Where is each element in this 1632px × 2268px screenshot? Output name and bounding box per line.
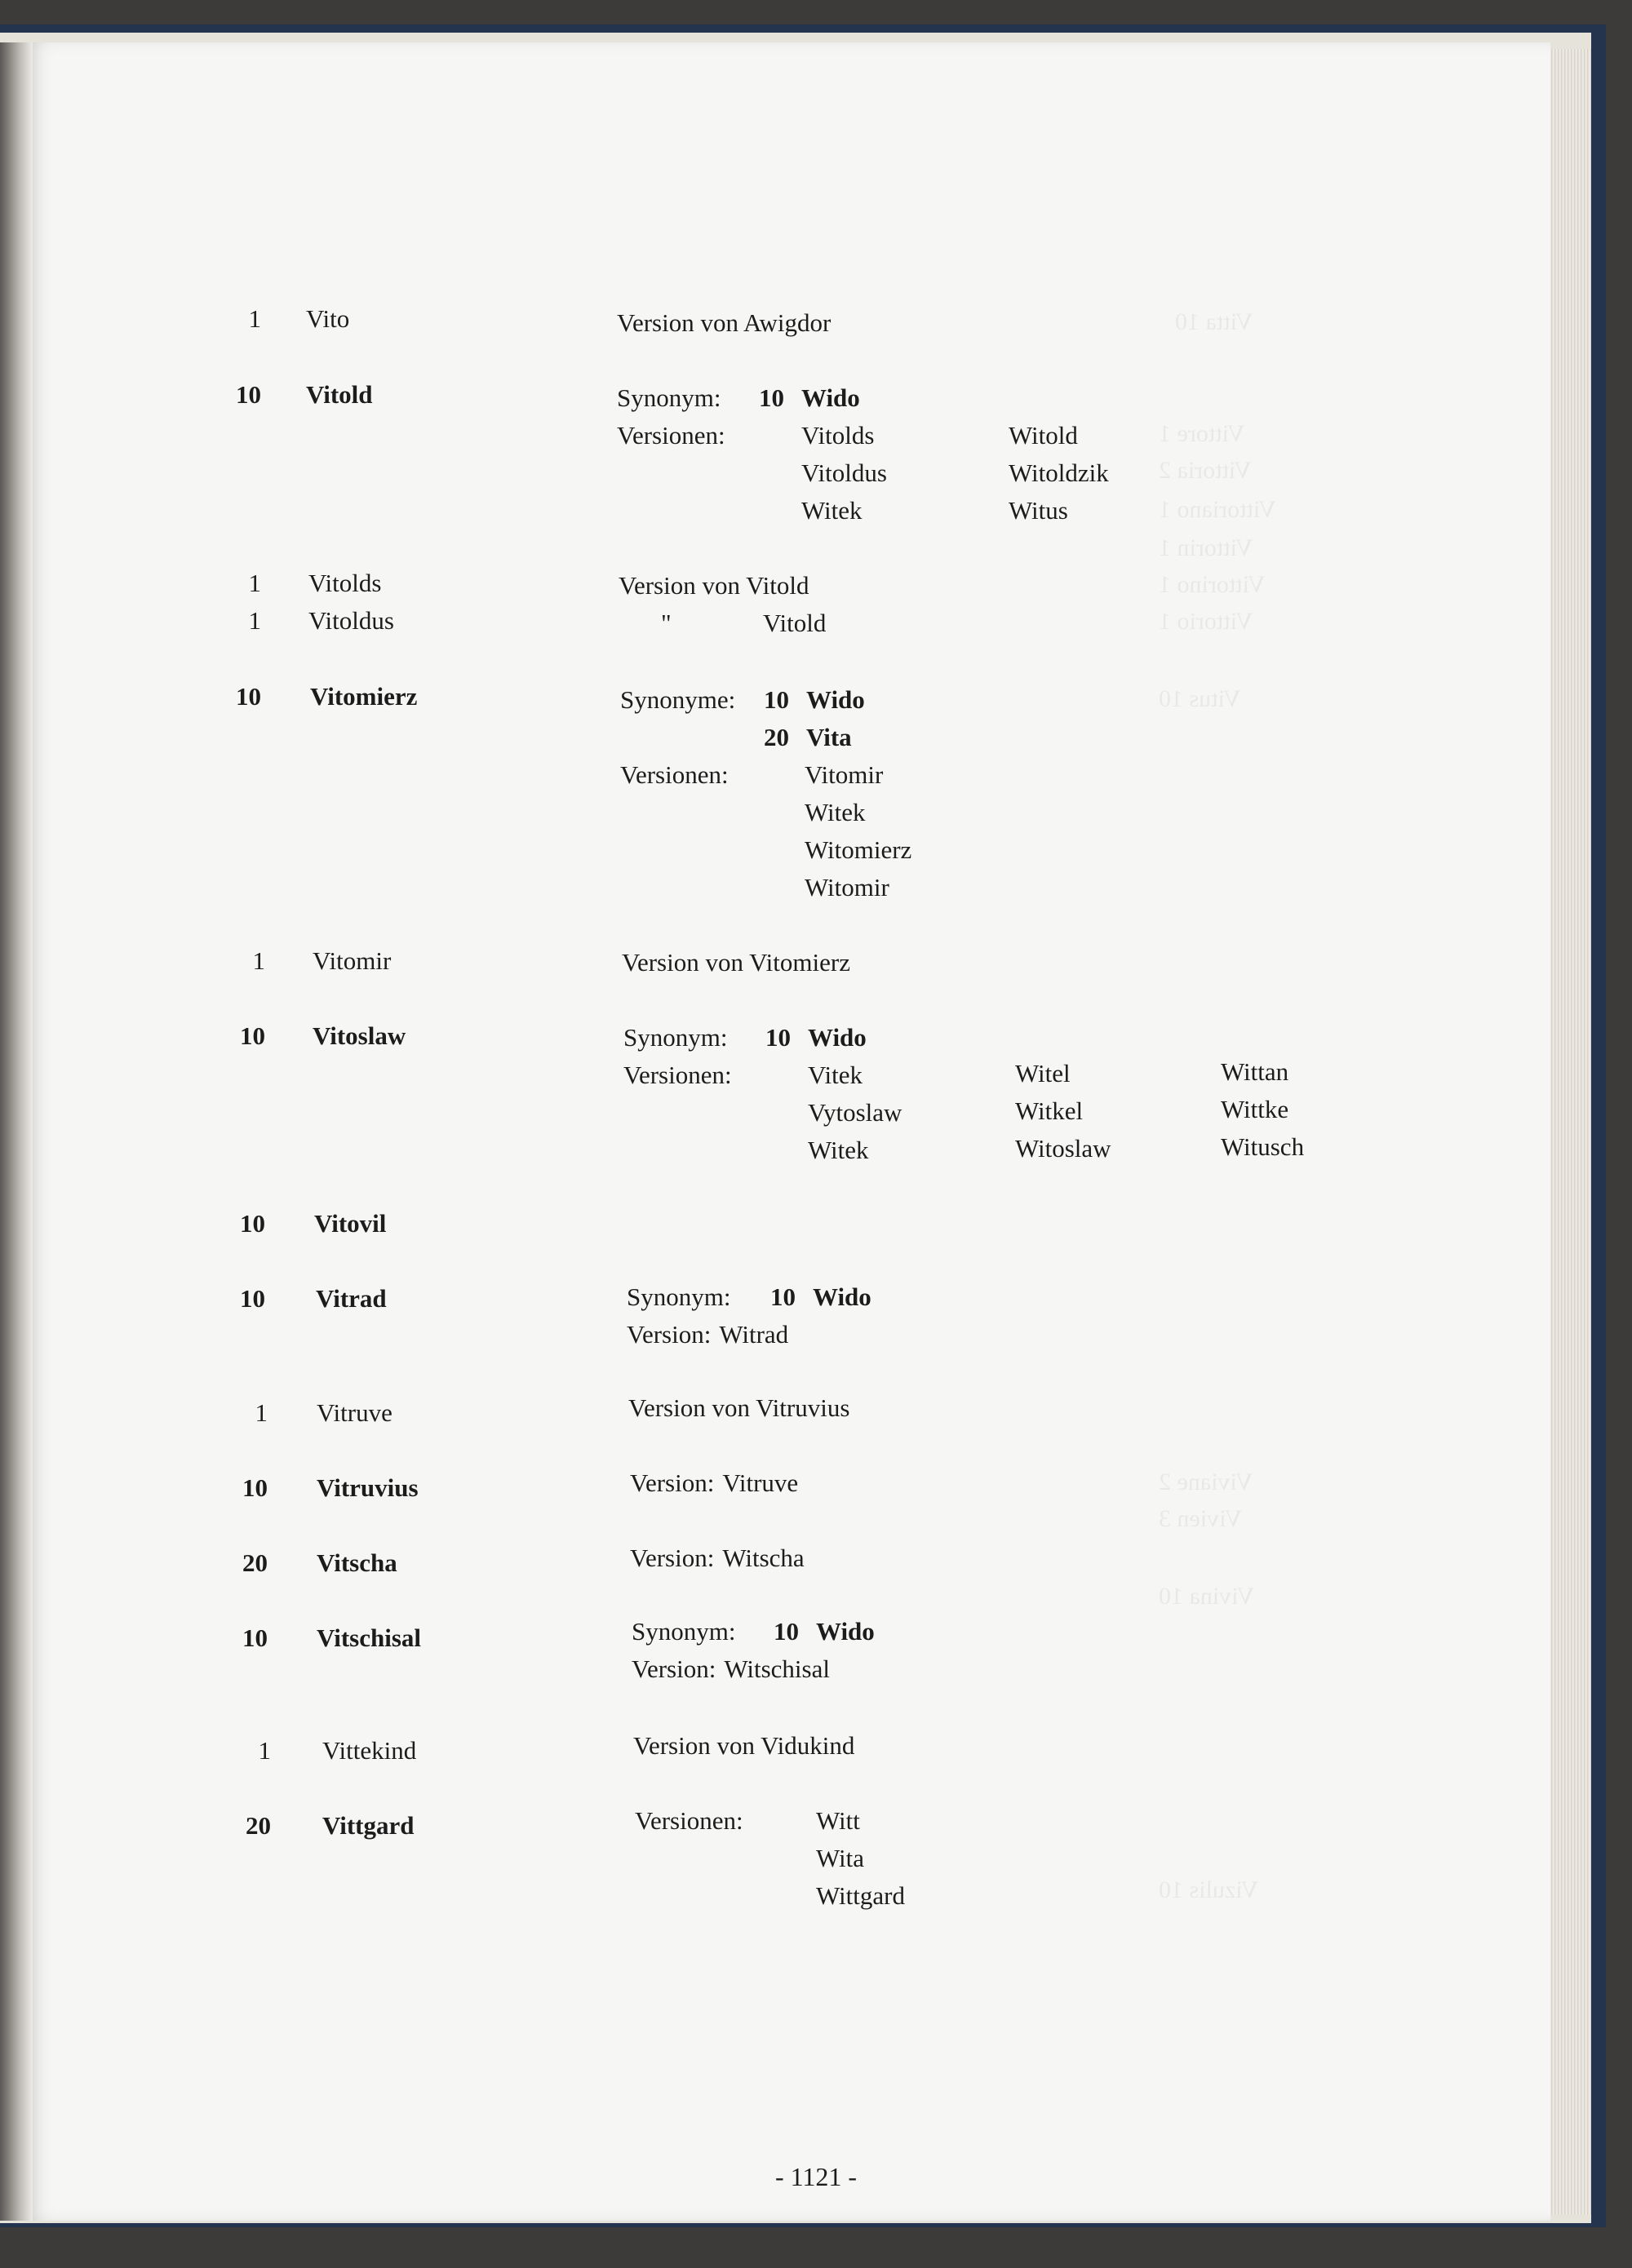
version-item: Witek xyxy=(805,798,866,826)
synonym-number: 10 xyxy=(774,1617,799,1646)
synonym-label: Synonym: xyxy=(627,1282,731,1311)
version-line xyxy=(632,1654,830,1684)
entry-description: Version von Vidukind xyxy=(633,1731,855,1760)
entry-grade: 1 xyxy=(255,1398,268,1427)
entry-grade: 1 xyxy=(252,946,265,975)
version-value: Witrad xyxy=(719,1320,789,1349)
versions-column-2 xyxy=(1009,421,1109,534)
entry-grade: 10 xyxy=(240,1284,265,1313)
entry-name: Vitscha xyxy=(317,1548,397,1577)
version-value: Witschisal xyxy=(724,1654,830,1683)
entry-grade: 20 xyxy=(246,1811,271,1840)
version-item: Witt xyxy=(816,1806,860,1835)
entry-name: Vittgard xyxy=(322,1811,415,1840)
entry-name: Vito xyxy=(306,304,350,333)
entry-name: Vitovil xyxy=(314,1209,387,1238)
version-label: Version: xyxy=(627,1320,712,1349)
entry-description: Version von Vitold xyxy=(619,571,809,600)
entry-description: Version von Vitomierz xyxy=(622,948,850,977)
version-item: Witold xyxy=(1009,421,1078,450)
entry-grade: 1 xyxy=(258,1736,271,1765)
entry-name: Vitrad xyxy=(316,1284,387,1313)
version-item: Vitoldus xyxy=(801,458,887,487)
version-item: Vytoslaw xyxy=(808,1098,902,1127)
entry-grade: 10 xyxy=(242,1623,268,1652)
version-item: Vitomir xyxy=(805,760,884,789)
synonym-line xyxy=(627,1282,871,1312)
entry-grade: 1 xyxy=(248,606,261,635)
synonym-label: Synonym: xyxy=(632,1617,736,1646)
version-item: Witomir xyxy=(805,873,889,901)
synonym-name: Wido xyxy=(806,685,865,714)
synonym-number: 10 xyxy=(759,383,784,412)
versions-column-1 xyxy=(816,1806,905,1919)
entry-grade: 1 xyxy=(248,569,261,597)
versions-column-1 xyxy=(805,760,911,910)
synonym-name: Wido xyxy=(813,1282,871,1311)
version-value: Vitruve xyxy=(722,1468,799,1497)
synonym-number: 10 xyxy=(765,1023,791,1052)
synonym-name: Wido xyxy=(801,383,860,412)
synonym-name: Vita xyxy=(806,723,852,751)
synonym-name: Wido xyxy=(808,1023,867,1052)
version-item: Witusch xyxy=(1221,1132,1305,1161)
synonym-line xyxy=(764,723,852,752)
version-value: Witscha xyxy=(722,1544,805,1572)
version-label: Version: xyxy=(630,1544,715,1572)
version-label: Version: xyxy=(630,1468,715,1497)
synonym-line xyxy=(623,1023,867,1052)
entry-grade: 10 xyxy=(242,1473,268,1502)
entry-grade: 10 xyxy=(240,1209,265,1238)
entry-grade: 10 xyxy=(240,1021,265,1050)
entry-name: Vitolds xyxy=(308,569,382,597)
entry-name: Vitoldus xyxy=(308,606,394,635)
synonym-line xyxy=(617,383,860,413)
version-line xyxy=(627,1320,788,1349)
entry-name: Vitold xyxy=(306,380,373,409)
entry-name: Vittekind xyxy=(322,1736,417,1765)
entry-description: Version von Awigdor xyxy=(617,308,832,337)
entry-name: Vitschisal xyxy=(317,1623,422,1652)
ditto-mark: " xyxy=(661,609,672,637)
versions-label: Versionen: xyxy=(620,760,729,789)
synonym-label: Synonym: xyxy=(617,383,721,412)
synonym-line xyxy=(620,685,865,715)
synonym-label: Synonyme: xyxy=(620,685,736,714)
versions-label: Versionen: xyxy=(635,1806,743,1835)
version-item: Wittke xyxy=(1221,1095,1289,1123)
entry-grade: 10 xyxy=(236,682,261,711)
versions-column-1 xyxy=(808,1061,902,1173)
entry-description: Version von Vitruvius xyxy=(628,1393,850,1422)
synonym-number: 10 xyxy=(764,685,789,714)
version-item: Witomierz xyxy=(805,835,912,864)
versions-column-1 xyxy=(801,421,887,534)
version-item: Witek xyxy=(801,496,863,525)
version-item: Vitek xyxy=(808,1061,863,1089)
version-line xyxy=(630,1544,805,1573)
version-item: Wittgard xyxy=(816,1881,905,1910)
entry-grade: 20 xyxy=(242,1548,268,1577)
entry-name: Vitruve xyxy=(317,1398,392,1427)
synonym-line xyxy=(632,1617,875,1646)
version-item: Witkel xyxy=(1015,1096,1084,1125)
entry-description: Vitold xyxy=(763,609,827,637)
page-number: - 1121 - xyxy=(774,2162,858,2191)
version-item: Vitolds xyxy=(801,421,875,450)
versions-label: Versionen: xyxy=(617,421,725,450)
synonym-label: Synonym: xyxy=(623,1023,728,1052)
entry-name: Vitomierz xyxy=(310,682,418,711)
version-item: Witoslaw xyxy=(1015,1134,1111,1163)
versions-label: Versionen: xyxy=(623,1061,732,1089)
versions-column-3 xyxy=(1221,1057,1304,1170)
versions-column-2 xyxy=(1015,1059,1111,1172)
version-item: Witek xyxy=(808,1136,869,1164)
entry-name: Vitoslaw xyxy=(313,1021,406,1050)
entry-name: Vitruvius xyxy=(317,1473,419,1502)
entry-name: Vitomir xyxy=(313,946,392,975)
synonym-name: Wido xyxy=(816,1617,875,1646)
version-item: Witus xyxy=(1009,496,1068,525)
version-item: Wita xyxy=(816,1844,865,1872)
synonym-number: 10 xyxy=(770,1282,796,1311)
synonym-number: 20 xyxy=(764,723,789,751)
entry-grade: 10 xyxy=(236,380,261,409)
version-label: Version: xyxy=(632,1654,716,1683)
version-line xyxy=(630,1468,798,1498)
version-item: Wittan xyxy=(1221,1057,1289,1086)
entry-grade: 1 xyxy=(248,304,261,333)
version-item: Witel xyxy=(1015,1059,1071,1087)
version-item: Witoldzik xyxy=(1009,458,1109,487)
